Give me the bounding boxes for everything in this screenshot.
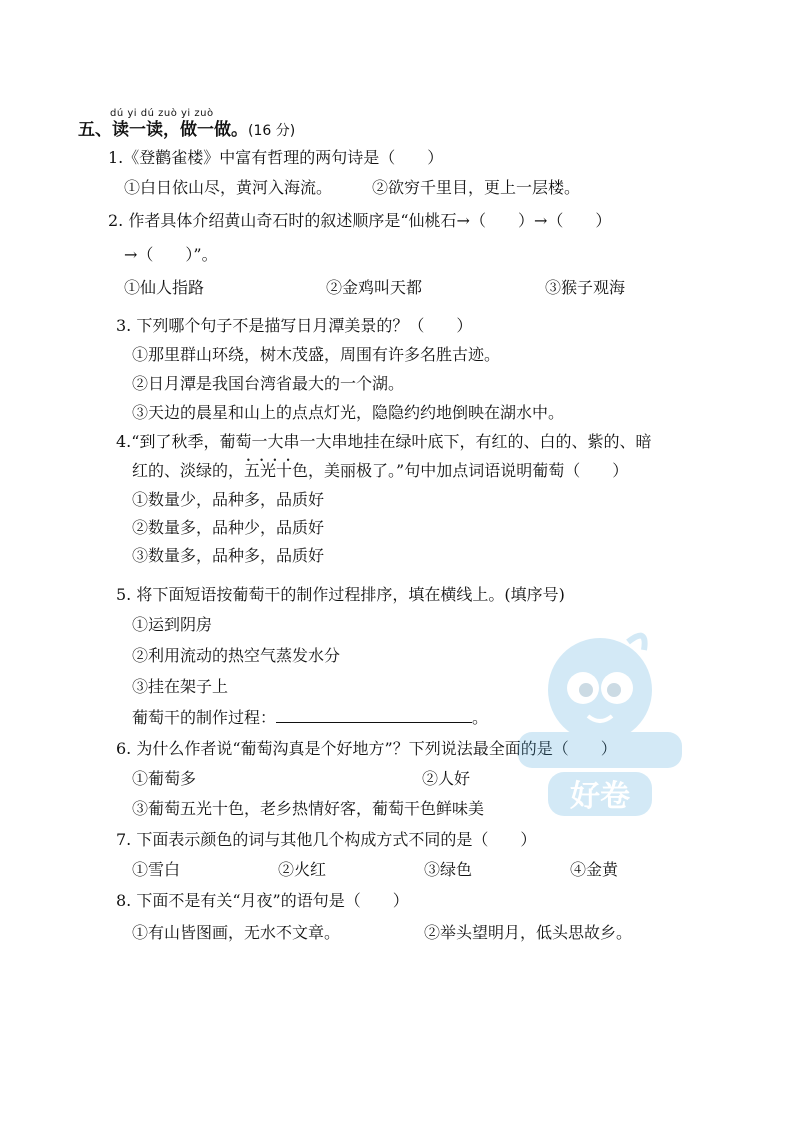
- q2-option-2: ②金鸡叫天都: [326, 278, 423, 297]
- q7-option-1: ①雪白: [132, 860, 181, 879]
- q5-answer-line: [132, 708, 488, 728]
- section-title-text: 五、读一读，做一做。: [78, 120, 248, 140]
- watermark-text: 好卷: [570, 779, 630, 814]
- q7-option-3: ③绿色: [424, 860, 473, 879]
- q4-option-3: ③数量多，品种多，品质好: [132, 546, 325, 565]
- section-title: [78, 120, 295, 141]
- q4-line-1-start: 4.“到了秋季，葡萄一: [116, 432, 268, 451]
- q4-line-1: [116, 432, 651, 452]
- q1-stem: 1.《登鹳雀楼》中富有哲理的两句诗是（ ）: [108, 148, 444, 167]
- q4-line-1-emphasis: 大串一大串: [267, 432, 348, 451]
- q5-option-2: ②利用流动的热空气蒸发水分: [132, 646, 341, 665]
- watermark-logo: [508, 620, 688, 820]
- q4-line-1-end: 地挂在绿叶底下，有红的、白的、紫的、暗: [347, 432, 652, 451]
- q5-option-1: ①运到阴房: [132, 615, 213, 634]
- q6-option-2: ②人好: [422, 769, 471, 788]
- q2-option-3: ③猴子观海: [545, 278, 626, 297]
- q5-answer-blank[interactable]: [276, 708, 472, 723]
- q4-line-2-end: ，美丽极了。”句中加点词语说明葡萄（ ）: [308, 461, 629, 480]
- q7-option-4: ④金黄: [570, 860, 619, 879]
- q4-option-2: ②数量多，品种少，品质好: [132, 518, 325, 537]
- q3-option-2: ②日月潭是我国台湾省最大的一个湖。: [132, 374, 405, 393]
- q1-options: ①白日依山尽，黄河入海流。 ②欲穷千里目，更上一层楼。: [124, 178, 581, 197]
- q4-dotted-phrase: 五光十色 • • • •: [244, 461, 308, 481]
- q5-option-3: ③挂在架子上: [132, 677, 229, 696]
- q2-stem: 2. 作者具体介绍黄山奇石时的叙述顺序是“仙桃石→（ ）→（ ）: [108, 211, 612, 230]
- q8-option-1: ①有山皆图画，无水不文章。: [132, 923, 341, 942]
- q7-option-2: ②火红: [278, 860, 327, 879]
- watermark-pupil-right: [607, 683, 621, 697]
- q3-option-1: ①那里群山环绕，树木茂盛，周围有许多名胜古迹。: [132, 345, 501, 364]
- q6-stem: 6. 为什么作者说“葡萄沟真是个好地方”？下列说法最全面的是（ ）: [116, 739, 617, 758]
- section-points: (16 分): [248, 123, 296, 139]
- q2-option-1: ①仙人指路: [124, 278, 205, 297]
- q4-line-2-start: 红的、淡绿的，: [132, 461, 245, 480]
- watermark-banner: [518, 732, 682, 768]
- q6-option-1: ①葡萄多: [132, 769, 197, 788]
- watermark-head: [548, 638, 652, 742]
- q2-stem-cont: →（ ）”。: [124, 245, 218, 264]
- q5-stem: 5. 将下面短语按葡萄干的制作过程排序，填在横线上。(填序号): [116, 585, 565, 604]
- watermark-pupil-left: [579, 683, 593, 697]
- section-pinyin: dú yi dú zuò yi zuò: [110, 108, 214, 119]
- q6-option-3: ③葡萄五光十色，老乡热情好客，葡萄干色鲜味美: [132, 799, 485, 818]
- q8-option-2: ②举头望明月，低头思故乡。: [424, 923, 633, 942]
- q5-answer-end: 。: [472, 708, 489, 727]
- q3-option-3: ③天边的晨星和山上的点点灯光，隐隐约约地倒映在湖水中。: [132, 403, 565, 422]
- watermark-antenna: [628, 636, 645, 650]
- q3-stem: 3. 下列哪个句子不是描写日月潭美景的？（ ）: [116, 316, 473, 335]
- q7-stem: 7. 下面表示颜色的词与其他几个构成方式不同的是（ ）: [116, 830, 537, 849]
- q8-stem: 8. 下面不是有关“月夜”的语句是（ ）: [116, 891, 409, 910]
- q5-answer-label: 葡萄干的制作过程：: [132, 708, 277, 727]
- q4-line-2: [132, 461, 628, 481]
- q4-option-1: ①数量少，品种多，品质好: [132, 490, 325, 509]
